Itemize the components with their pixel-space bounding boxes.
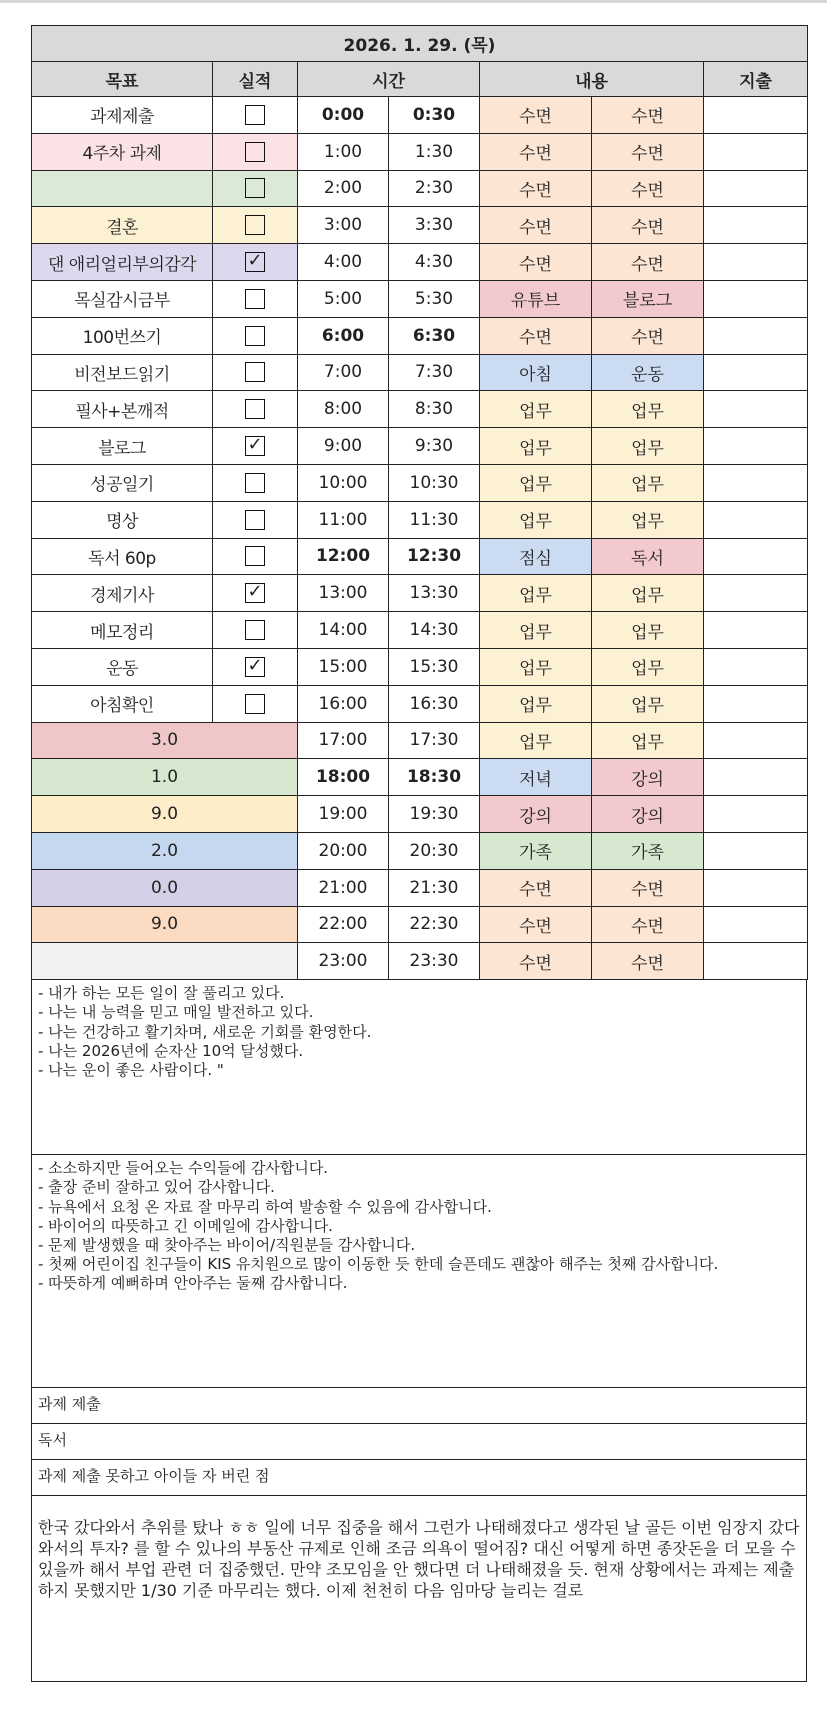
- done-cell: [213, 244, 298, 281]
- expense-cell[interactable]: [704, 170, 808, 207]
- schedule-row: [32, 280, 808, 317]
- activity-second-half: 수면: [592, 207, 704, 244]
- start-time: 4:00: [298, 244, 389, 281]
- checkbox[interactable]: [245, 326, 265, 346]
- done-cell: [213, 464, 298, 501]
- affirmation-line: - 나는 운이 좋은 사람이다. ": [38, 1060, 224, 1079]
- checkbox[interactable]: [245, 510, 265, 530]
- checkbox[interactable]: [245, 215, 265, 235]
- start-time: 21:00: [298, 869, 389, 906]
- expense-cell[interactable]: [704, 464, 808, 501]
- gratitude-line: - 문제 발생했을 때 찾아주는 바이어/직원분들 감사합니다.: [38, 1235, 416, 1254]
- reflection-box: 한국 갔다와서 추위를 탔나 ㅎㅎ 일에 너무 집중을 해서 그런가 나태해졌다고 생각된 날 골든 이번 임장지 갔다와서의 투자? 를 할 수 있나의 부동산 규제로 인해 조금 의욕이 떨어짐? 대신 어떻게 하면 종잣돈을 더 모을 수 있을까 해서 부업 관련 더 집중했던. 만약 조모임을 안 했다면 더 나태해졌을 듯. 현재 상황에서는 과제는 제출하지 못했지만 1/30 기준 마무리는 했다. 이제 천천히 다음 임마당 늘리는 걸로: [32, 1496, 807, 1682]
- affirmation-line: - 나는 2026년에 순자산 10억 달성했다.: [38, 1041, 304, 1060]
- activity-first-half: 저녁: [480, 759, 592, 796]
- start-time: 10:00: [298, 464, 389, 501]
- activity-first-half: 가족: [480, 832, 592, 869]
- expense-cell[interactable]: [704, 133, 808, 170]
- expense-cell[interactable]: [704, 685, 808, 722]
- affirmations-box: [32, 980, 807, 1155]
- activity-first-half: 업무: [480, 575, 592, 612]
- activity-second-half: 가족: [592, 832, 704, 869]
- schedule-row: [32, 464, 808, 501]
- activity-first-half: 수면: [480, 170, 592, 207]
- start-time: 19:00: [298, 796, 389, 833]
- end-time: 22:30: [389, 906, 480, 943]
- goal-label: 결혼: [32, 207, 213, 244]
- gratitude-line: - 따뜻하게 예뻐하며 안아주는 둘째 감사합니다.: [38, 1274, 348, 1293]
- done-cell: [213, 612, 298, 649]
- goal-label: [32, 170, 213, 207]
- activity-first-half: 업무: [480, 722, 592, 759]
- schedule-row: [32, 685, 808, 722]
- activity-second-half: 수면: [592, 317, 704, 354]
- activity-first-half: 수면: [480, 133, 592, 170]
- summary-hours-cell: 3.0: [32, 722, 298, 759]
- top-border: [0, 0, 827, 3]
- start-time: 1:00: [298, 133, 389, 170]
- schedule-row: [32, 612, 808, 649]
- checkbox[interactable]: [245, 289, 265, 309]
- activity-first-half: 업무: [480, 685, 592, 722]
- activity-second-half: 업무: [592, 464, 704, 501]
- schedule-row: [32, 943, 808, 980]
- done-cell: [213, 207, 298, 244]
- activity-first-half: 강의: [480, 796, 592, 833]
- expense-cell[interactable]: [704, 796, 808, 833]
- expense-cell[interactable]: [704, 906, 808, 943]
- goal-label: 댄 애리얼리부의감각: [32, 244, 213, 281]
- activity-first-half: 점심: [480, 538, 592, 575]
- end-time: 6:30: [389, 317, 480, 354]
- end-time: 3:30: [389, 207, 480, 244]
- end-time: 2:30: [389, 170, 480, 207]
- activity-first-half: 업무: [480, 501, 592, 538]
- checkbox[interactable]: [245, 178, 265, 198]
- activity-first-half: 아침: [480, 354, 592, 391]
- goal-label: 블로그: [32, 428, 213, 465]
- end-time: 8:30: [389, 391, 480, 428]
- expense-cell[interactable]: [704, 648, 808, 685]
- end-time: 23:30: [389, 943, 480, 980]
- summary-hours-cell: 0.0: [32, 869, 298, 906]
- expense-cell[interactable]: [704, 869, 808, 906]
- expense-cell[interactable]: [704, 575, 808, 612]
- end-time: 1:30: [389, 133, 480, 170]
- end-time: 12:30: [389, 538, 480, 575]
- start-time: 11:00: [298, 501, 389, 538]
- activity-first-half: 업무: [480, 612, 592, 649]
- activity-second-half: 업무: [592, 612, 704, 649]
- start-time: 8:00: [298, 391, 389, 428]
- tomorrow-cell: 독서: [32, 1424, 807, 1460]
- end-time: 9:30: [389, 428, 480, 465]
- goal-label: 메모정리: [32, 612, 213, 649]
- activity-first-half: 업무: [480, 648, 592, 685]
- activity-first-half: 수면: [480, 97, 592, 134]
- activity-first-half: 유튜브: [480, 280, 592, 317]
- checkbox[interactable]: [245, 105, 265, 125]
- expense-cell[interactable]: [704, 97, 808, 134]
- summary-hours-cell: 1.0: [32, 759, 298, 796]
- done-cell: [213, 133, 298, 170]
- done-cell: [213, 648, 298, 685]
- end-time: 16:30: [389, 685, 480, 722]
- activity-second-half: 업무: [592, 428, 704, 465]
- done-cell: [213, 391, 298, 428]
- expense-cell[interactable]: [704, 832, 808, 869]
- activity-first-half: 업무: [480, 428, 592, 465]
- gratitude-line: - 바이어의 따뜻하고 긴 이메일에 감사합니다.: [38, 1216, 333, 1235]
- activity-second-half: 수면: [592, 943, 704, 980]
- expense-cell[interactable]: [704, 354, 808, 391]
- schedule-row: [32, 906, 808, 943]
- start-time: 2:00: [298, 170, 389, 207]
- end-time: 11:30: [389, 501, 480, 538]
- goal-label: 경제기사: [32, 575, 213, 612]
- expense-cell[interactable]: [704, 317, 808, 354]
- end-time: 14:30: [389, 612, 480, 649]
- expense-cell[interactable]: [704, 759, 808, 796]
- schedule-row: [32, 501, 808, 538]
- checkbox[interactable]: [245, 473, 265, 493]
- activity-second-half: 업무: [592, 391, 704, 428]
- schedule-row: [32, 207, 808, 244]
- done-cell: [213, 538, 298, 575]
- goal-label: 아침확인: [32, 685, 213, 722]
- header-content: 내용: [480, 62, 704, 97]
- activity-second-half: 수면: [592, 869, 704, 906]
- start-time: 23:00: [298, 943, 389, 980]
- activity-second-half: 수면: [592, 170, 704, 207]
- schedule-row: [32, 538, 808, 575]
- goal-label: 100번쓰기: [32, 317, 213, 354]
- end-time: 21:30: [389, 869, 480, 906]
- activity-first-half: 업무: [480, 464, 592, 501]
- expense-cell[interactable]: [704, 428, 808, 465]
- schedule-row: [32, 170, 808, 207]
- checked-checkbox[interactable]: ✓: [245, 657, 265, 677]
- schedule-row: [32, 759, 808, 796]
- activity-second-half: 업무: [592, 575, 704, 612]
- start-time: 0:00: [298, 97, 389, 134]
- end-time: 5:30: [389, 280, 480, 317]
- activity-second-half: 업무: [592, 501, 704, 538]
- activity-first-half: 수면: [480, 317, 592, 354]
- activity-first-half: 수면: [480, 906, 592, 943]
- done-cell: [213, 501, 298, 538]
- activity-second-half: 수면: [592, 97, 704, 134]
- activity-first-half: 수면: [480, 244, 592, 281]
- gratitude-line: - 뉴욕에서 요청 온 자료 잘 마무리 하여 발송할 수 있음에 감사합니다.: [38, 1197, 492, 1216]
- end-time: 17:30: [389, 722, 480, 759]
- header-goal: 목표: [32, 62, 213, 97]
- goal-label: 비전보드읽기: [32, 354, 213, 391]
- start-time: 12:00: [298, 538, 389, 575]
- checkbox[interactable]: [245, 362, 265, 382]
- end-time: 15:30: [389, 648, 480, 685]
- done-cell: [213, 575, 298, 612]
- activity-first-half: 수면: [480, 943, 592, 980]
- expense-cell[interactable]: [704, 612, 808, 649]
- start-time: 16:00: [298, 685, 389, 722]
- daily-planner-sheet: [31, 25, 807, 1682]
- regret-cell: 과제 제출 못하고 아이들 자 버린 점: [32, 1460, 807, 1496]
- schedule-row: [32, 869, 808, 906]
- goal-label: 4주차 과제: [32, 133, 213, 170]
- start-time: 17:00: [298, 722, 389, 759]
- checked-checkbox[interactable]: ✓: [245, 436, 265, 456]
- end-time: 18:30: [389, 759, 480, 796]
- checkbox[interactable]: [245, 694, 265, 714]
- start-time: 18:00: [298, 759, 389, 796]
- start-time: 20:00: [298, 832, 389, 869]
- expense-cell[interactable]: [704, 538, 808, 575]
- schedule-row: [32, 354, 808, 391]
- header-expense: 지출: [704, 62, 808, 97]
- date-header: 2026. 1. 29. (목): [32, 26, 808, 62]
- checkbox[interactable]: [245, 546, 265, 566]
- schedule-row: [32, 575, 808, 612]
- activity-second-half: 수면: [592, 133, 704, 170]
- expense-cell[interactable]: [704, 207, 808, 244]
- affirmation-line: - 나는 내 능력을 믿고 매일 발전하고 있다.: [38, 1003, 314, 1022]
- schedule-row: [32, 317, 808, 354]
- summary-hours-cell: [32, 943, 298, 980]
- schedule-row: [32, 648, 808, 685]
- end-time: 20:30: [389, 832, 480, 869]
- goal-label: 과제제출: [32, 97, 213, 134]
- activity-second-half: 수면: [592, 906, 704, 943]
- affirmation-line: - 내가 하는 모든 일이 잘 풀리고 있다.: [38, 984, 285, 1003]
- affirmation-line: - 나는 건강하고 활기차며, 새로운 기회를 환영한다.: [38, 1022, 372, 1041]
- goal-label: 성공일기: [32, 464, 213, 501]
- expense-cell[interactable]: [704, 244, 808, 281]
- checkbox[interactable]: [245, 399, 265, 419]
- activity-second-half: 강의: [592, 796, 704, 833]
- expense-cell[interactable]: [704, 722, 808, 759]
- expense-cell[interactable]: [704, 391, 808, 428]
- notes-table: [31, 979, 807, 1682]
- goal-label: 명상: [32, 501, 213, 538]
- activity-second-half: 운동: [592, 354, 704, 391]
- header-done: 실적: [213, 62, 298, 97]
- done-cell: [213, 97, 298, 134]
- checkbox[interactable]: [245, 620, 265, 640]
- planner-table: [31, 25, 808, 980]
- schedule-row: [32, 722, 808, 759]
- header-time: 시간: [298, 62, 480, 97]
- expense-cell[interactable]: [704, 501, 808, 538]
- start-time: 3:00: [298, 207, 389, 244]
- activity-second-half: 독서: [592, 538, 704, 575]
- expense-cell[interactable]: [704, 280, 808, 317]
- activity-second-half: 업무: [592, 685, 704, 722]
- activity-second-half: 업무: [592, 648, 704, 685]
- schedule-row: [32, 391, 808, 428]
- schedule-row: [32, 97, 808, 134]
- start-time: 14:00: [298, 612, 389, 649]
- end-time: 4:30: [389, 244, 480, 281]
- done-cell: [213, 685, 298, 722]
- goal-label: 운동: [32, 648, 213, 685]
- end-time: 13:30: [389, 575, 480, 612]
- schedule-row: [32, 244, 808, 281]
- done-cell: [213, 280, 298, 317]
- start-time: 7:00: [298, 354, 389, 391]
- goal-label: 필사+본깨적: [32, 391, 213, 428]
- checked-checkbox[interactable]: ✓: [245, 252, 265, 272]
- goal-label: 독서 60p: [32, 538, 213, 575]
- gratitude-line: - 소소하지만 들어오는 수익들에 감사합니다.: [38, 1159, 329, 1178]
- start-time: 5:00: [298, 280, 389, 317]
- schedule-row: [32, 832, 808, 869]
- activity-first-half: 수면: [480, 869, 592, 906]
- activity-second-half: 업무: [592, 722, 704, 759]
- start-time: 22:00: [298, 906, 389, 943]
- expense-cell[interactable]: [704, 943, 808, 980]
- start-time: 6:00: [298, 317, 389, 354]
- activity-first-half: 수면: [480, 207, 592, 244]
- schedule-row: [32, 133, 808, 170]
- activity-first-half: 업무: [480, 391, 592, 428]
- done-today-cell: 과제 제출: [32, 1388, 807, 1424]
- activity-second-half: 블로그: [592, 280, 704, 317]
- done-cell: [213, 428, 298, 465]
- schedule-row: [32, 428, 808, 465]
- gratitude-line: - 출장 준비 잘하고 있어 감사합니다.: [38, 1178, 275, 1197]
- activity-second-half: 수면: [592, 244, 704, 281]
- end-time: 10:30: [389, 464, 480, 501]
- start-time: 15:00: [298, 648, 389, 685]
- gratitude-line: - 첫째 어린이집 친구들이 KIS 유치원으로 많이 이동한 듯 한데 슬픈데도 괜찮아 해주는 첫째 감사합니다.: [38, 1255, 719, 1274]
- checkbox[interactable]: [245, 142, 265, 162]
- summary-hours-cell: 2.0: [32, 832, 298, 869]
- gratitude-box: [32, 1155, 807, 1388]
- done-cell: [213, 354, 298, 391]
- checked-checkbox[interactable]: ✓: [245, 583, 265, 603]
- schedule-row: [32, 796, 808, 833]
- goal-label: 목실감시금부: [32, 280, 213, 317]
- summary-hours-cell: 9.0: [32, 796, 298, 833]
- end-time: 0:30: [389, 97, 480, 134]
- activity-second-half: 강의: [592, 759, 704, 796]
- start-time: 9:00: [298, 428, 389, 465]
- end-time: 19:30: [389, 796, 480, 833]
- start-time: 13:00: [298, 575, 389, 612]
- end-time: 7:30: [389, 354, 480, 391]
- done-cell: [213, 170, 298, 207]
- summary-hours-cell: 9.0: [32, 906, 298, 943]
- done-cell: [213, 317, 298, 354]
